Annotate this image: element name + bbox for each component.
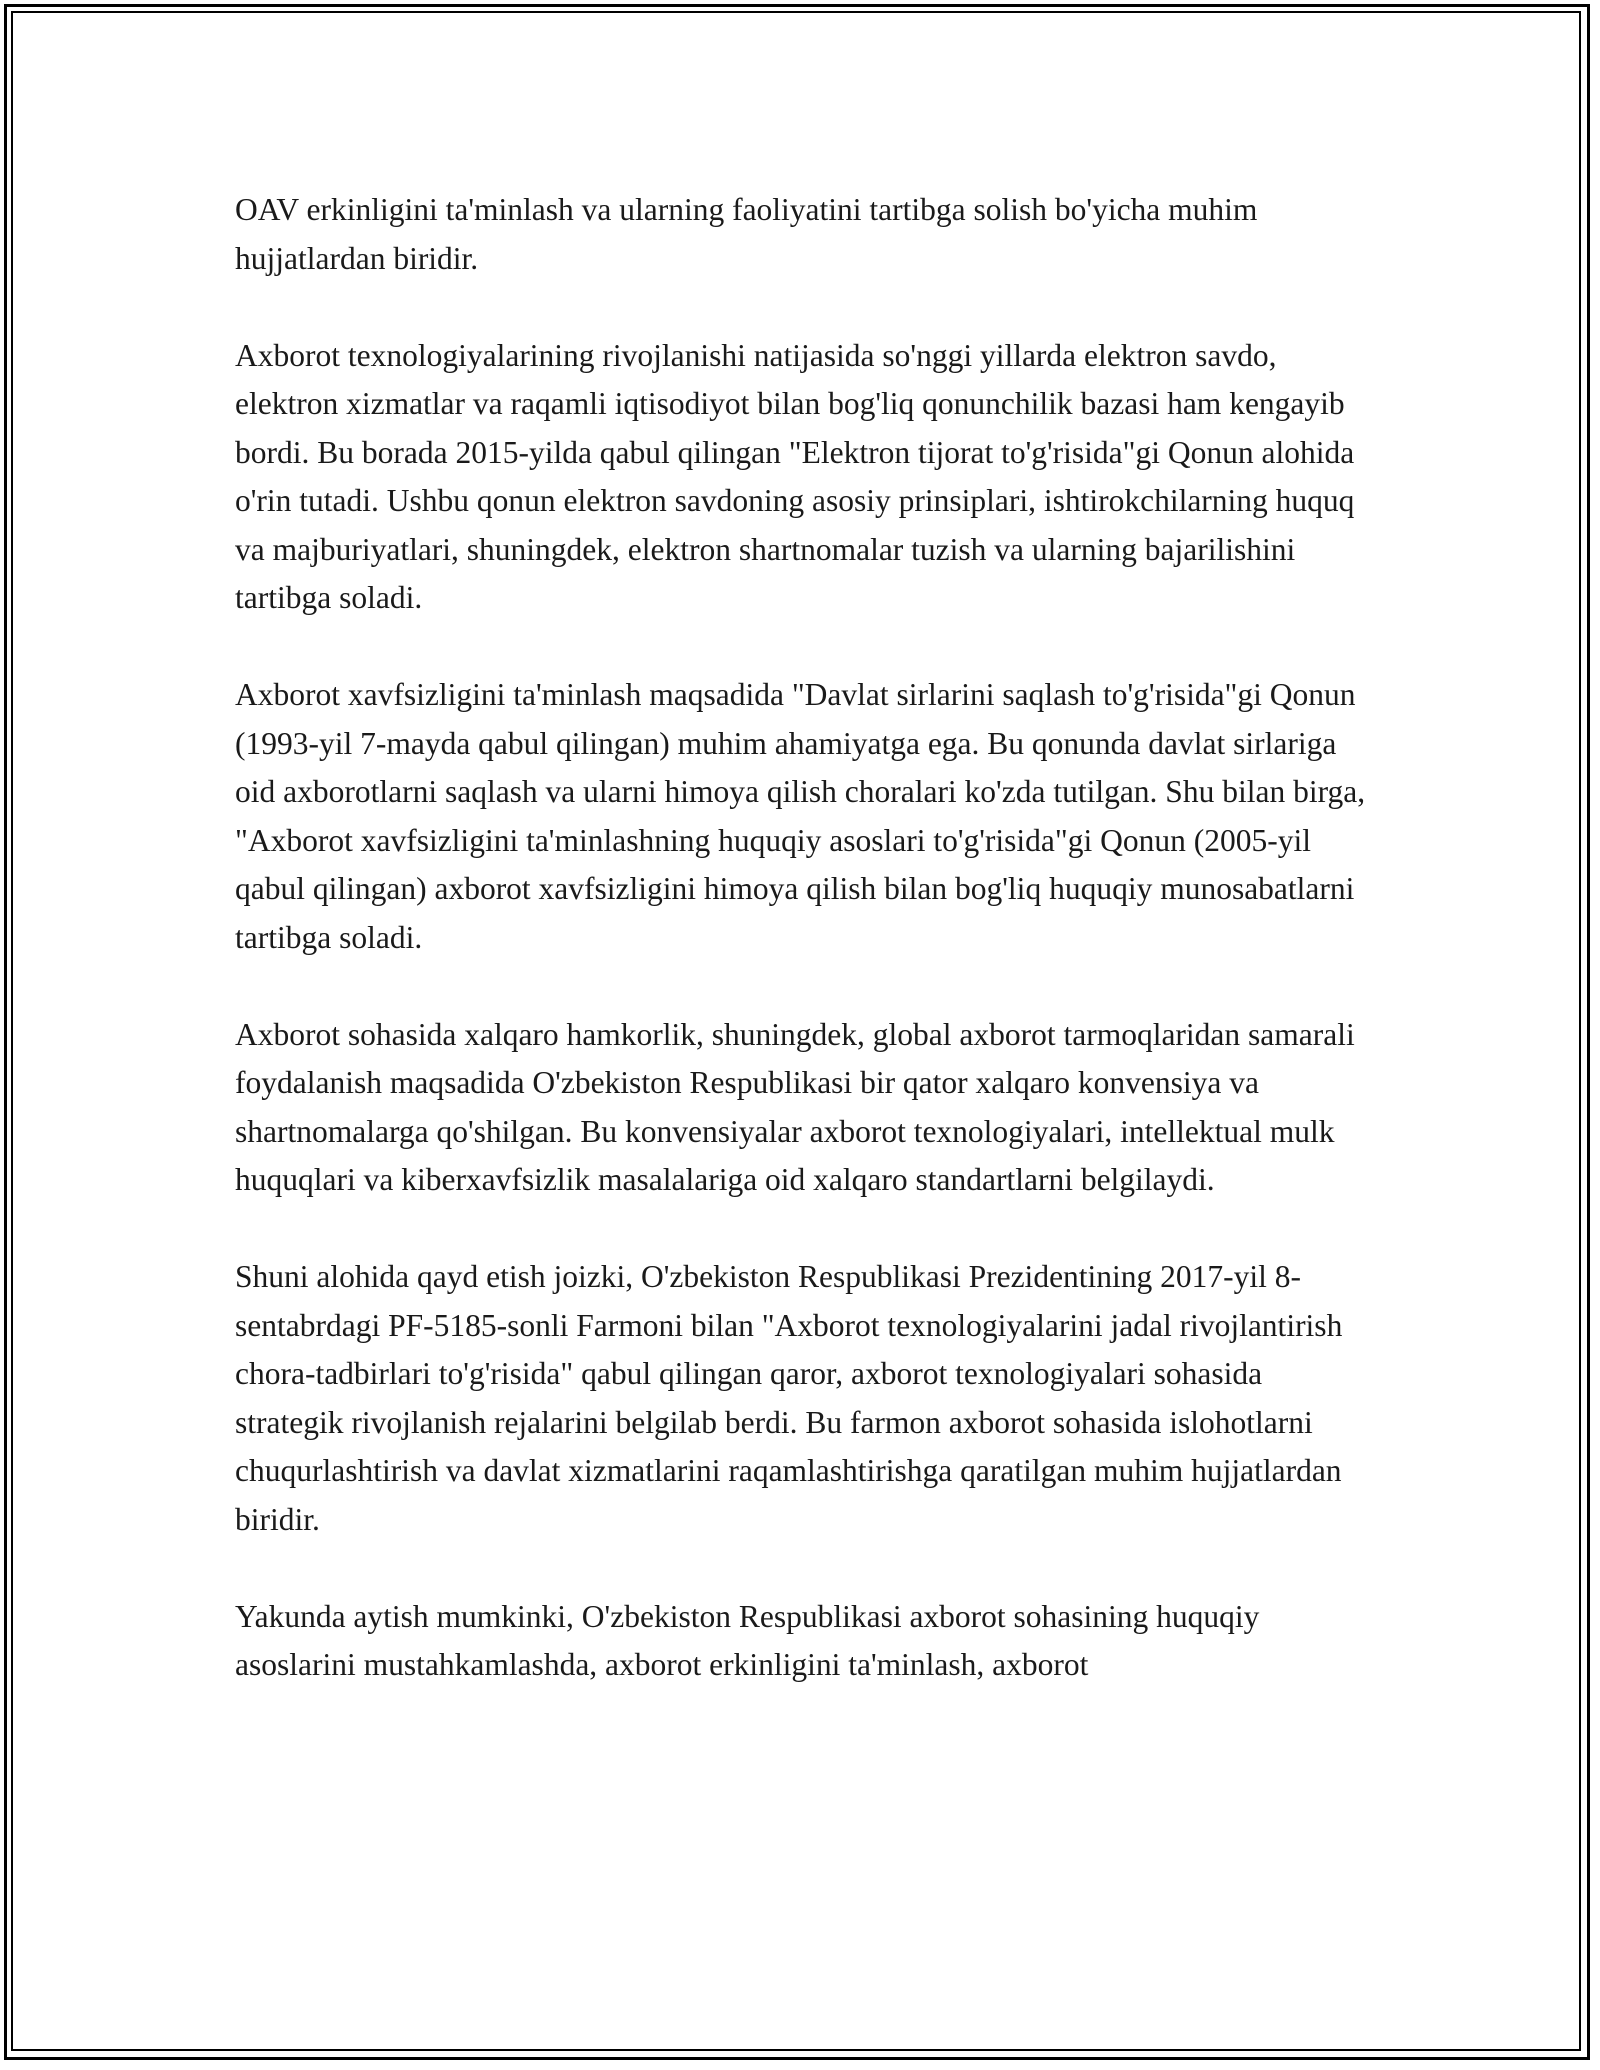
paragraph-3: Axborot xavfsizligini ta'minlash maqsadida "Davlat sirlarini saqlash to'g'risida"gi Qonun (1993-yil 7-mayda qabul qilingan) muhim ahamiyatga ega. Bu qonunda davlat sirlariga oid axborotlarni saqlash va ularni himoya qilish choralari ko'zda tutilgan. Shu bilan birga, "Axborot xavfsizligini ta'minlashning huquqiy asoslari to'g'risida"gi Qonun (2005-yil qabul qilingan) axborot xavfsizligini himoya qilish bilan bog'liq huquqiy munosabatlarni tartibga soladi. [235, 677, 1366, 955]
paragraph-1: OAV erkinligini ta'minlash va ularning faoliyatini tartibga solish bo'yicha muhim hujjatlardan biridir. [235, 192, 1258, 276]
paragraph-2: Axborot texnologiyalarining rivojlanishi natijasida so'nggi yillarda elektron savdo, elektron xizmatlar va raqamli iqtisodiyot bilan bog'liq qonunchilik bazasi ham kengayib bordi. Bu borada 2015-yilda qabul qilingan "Elektron tijorat to'g'risida"gi Qonun alohida o'rin tutadi. Ushbu qonun elektron savdoning asosiy prinsiplari, ishtirokchilarning huquq va majburiyatlari, shuningdek, elektron shartnomalar tuzish va ularning bajarilishini tartibga soladi. [235, 337, 1355, 615]
paragraph-4: Axborot sohasida xalqaro hamkorlik, shuningdek, global axborot tarmoqlaridan samarali foydalanish maqsadida O'zbekiston Respublikasi bir qator xalqaro konvensiya va shartnomalarga qo'shilgan. Bu konvensiyalar axborot texnologiyalari, intellektual mulk huquqlari va kiberxavfsizlik masalalariga oid xalqaro standartlarni belgilaydi. [235, 1016, 1355, 1197]
paragraph-6: Yakunda aytish mumkinki, O'zbekiston Respublikasi axborot sohasining huquqiy asoslarini mustahkamlashda, axborot erkinligini ta'minlash, axborot [235, 1598, 1260, 1682]
paragraph-5: Shuni alohida qayd etish joizki, O'zbekiston Respublikasi Prezidentining 2017-yil 8-sentabrdagi PF-5185-sonli Farmoni bilan "Axborot texnologiyalarini jadal rivojlantirish chora-tadbirlari to'g'risida" qabul qilingan qaror, axborot texnologiyalari sohasida strategik rivojlanish rejalarini belgilab berdi. Bu farmon axborot sohasida islohotlarni chuqurlashtirish va davlat xizmatlarini raqamlashtirishga qaratilgan muhim hujjatlardan biridir. [235, 1259, 1343, 1537]
document-body [235, 186, 1370, 1690]
